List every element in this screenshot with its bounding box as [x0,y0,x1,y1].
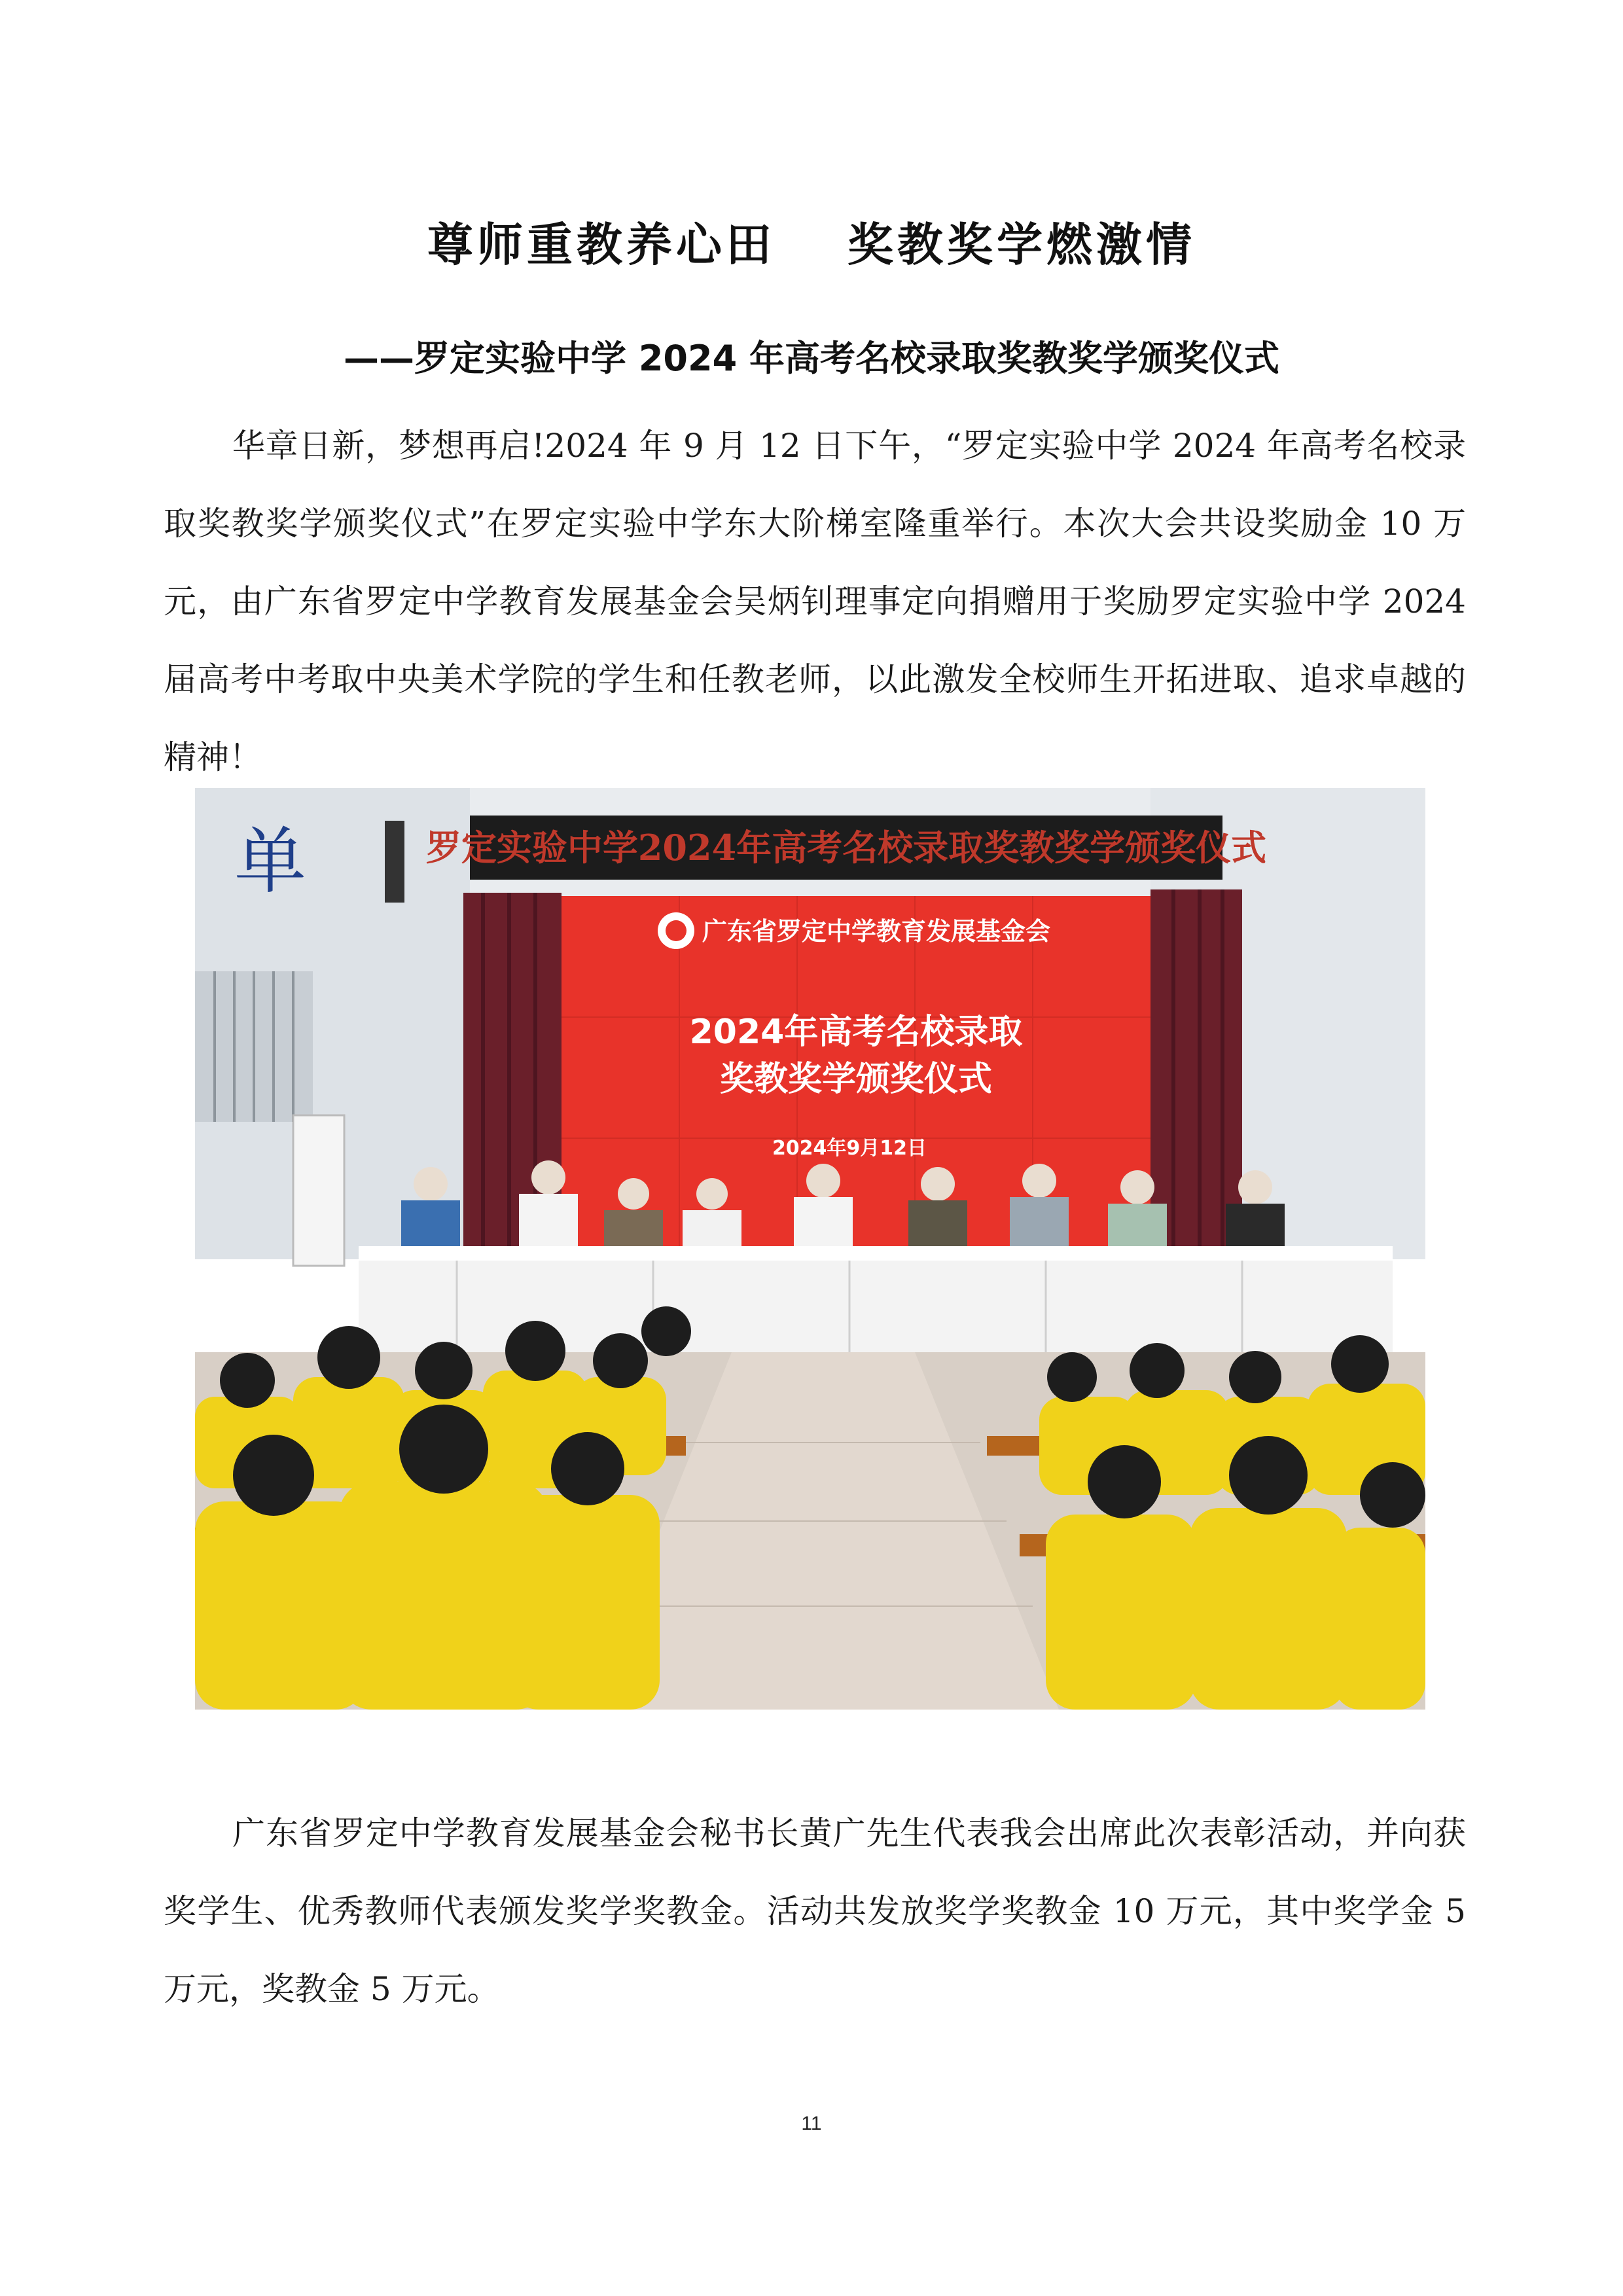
page-number: 11 [801,2113,822,2134]
page-title [0,208,1623,274]
title-part-1: 尊师重教养心田 [427,218,776,272]
paragraph-2-text: 广东省罗定中学教育发展基金会秘书长黄广先生代表我会出席此次表彰活动，并向获奖学生、优秀教师代表颁发奖学奖教金。活动共发放奖学奖教金 10 万元，其中奖学金 5 万元，奖教金 5 万元。 [164,1814,1466,2008]
banner-text: 罗定实验中学2024年高考名校录取奖教奖学颁奖仪式 [425,827,1267,869]
body-paragraph-1 [164,407,1466,797]
paragraph-1-text: 华章日新，梦想再启!2024 年 9 月 12 日下午，“罗定实验中学 2024 年高考名校录取奖教奖学颁奖仪式”在罗定实验中学东大阶梯室隆重举行。本次大会共设奖励金 10 万元，由广东省罗定中学教育发展基金会吴炳钊理事定向捐赠用于奖励罗定实验中学 2024 届高考中考取中央美术学院的学生和任教老师，以此激发全校师生开拓进取、追求卓越的精神！ [164,427,1466,776]
screen-title-line-1: 2024年高考名校录取 [689,1013,1023,1052]
screen-date: 2024年9月12日 [772,1137,927,1160]
body-paragraph-2 [164,1795,1466,2028]
title-part-2: 奖教奖学燃激情 [847,218,1196,272]
screen-organization: 广东省罗定中学教育发展基金会 [702,917,1051,946]
wall-character: 单 [234,819,306,903]
page-subtitle: ——罗定实验中学 2024 年高考名校录取奖教奖学颁奖仪式 [344,338,1279,379]
screen-title-line-2: 奖教奖学颁奖仪式 [719,1060,993,1099]
ceremony-photo [195,788,1425,1710]
